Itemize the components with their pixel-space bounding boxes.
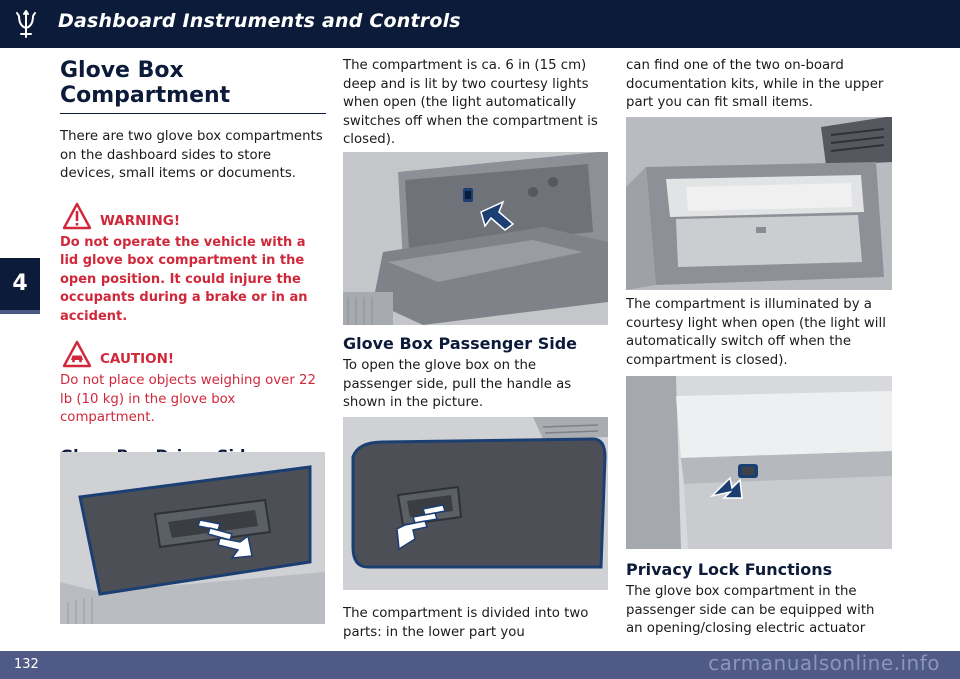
divided-glovebox-illustration [626,117,892,290]
page-header [0,0,960,48]
caution-text: Do not place objects weighing over 22 lb (10 kg) in the glove box compartment. [60,373,316,425]
privacy-text: The glove box compartment in the passenger side can be equipped with an opening/closing electric actuator [626,584,875,636]
chapter-tab[interactable]: 4 [0,258,40,310]
watermark: carmanualsonline.info [708,651,940,675]
section-title: Glove Box Compartment [60,58,326,114]
divided-text-block [343,605,609,642]
illuminated-text-block [626,296,892,370]
page-footer [0,651,960,679]
courtesy-light-illustration [626,376,892,549]
privacy-heading: Privacy Lock Functions [626,560,833,579]
intro-paragraph: There are two glove box compartments on the dashboard sides to store devices, small items or documents. [60,129,323,181]
column-2 [343,52,609,150]
column-3 [626,52,892,113]
passenger-side-text: To open the glove box on the passenger side, pull the handle as shown in the picture. [343,358,572,410]
open-glovebox-illustration [343,152,608,325]
caution-car-icon [62,340,92,368]
warning-label: WARNING! [100,212,180,229]
passenger-side-heading: Glove Box Passenger Side [343,334,577,353]
header-title: Dashboard Instruments and Controls [58,10,461,32]
driver-glovebox-illustration [60,452,325,624]
passenger-glovebox-illustration [343,417,608,590]
warning-header [60,202,326,230]
privacy-block [626,560,892,639]
illuminated-text: The compartment is illuminated by a courtesy light when open (the light will automatically switch off when the compartment is closed). [626,297,886,368]
caution-header [60,340,326,368]
warning-text: Do not operate the vehicle with a lid glove box compartment in the open position. It could injure the occupants during a brake or in an accident. [60,234,308,324]
trident-logo-icon [10,8,42,40]
column-1 [60,52,326,506]
col3-top-text: can find one of the two on-board documentation kits, while in the upper part you can fit small items. [626,58,884,110]
divided-text: The compartment is divided into two parts: in the lower part you [343,606,589,640]
warning-triangle-icon [62,202,92,230]
caution-label: CAUTION! [100,351,175,367]
passenger-side-block [343,334,609,413]
compartment-light-text: The compartment is ca. 6 in (15 cm) deep and is lit by two courtesy lights when open (the light automatically switches off when the compartment is closed). [343,58,598,147]
page-number: 132 [14,657,39,672]
